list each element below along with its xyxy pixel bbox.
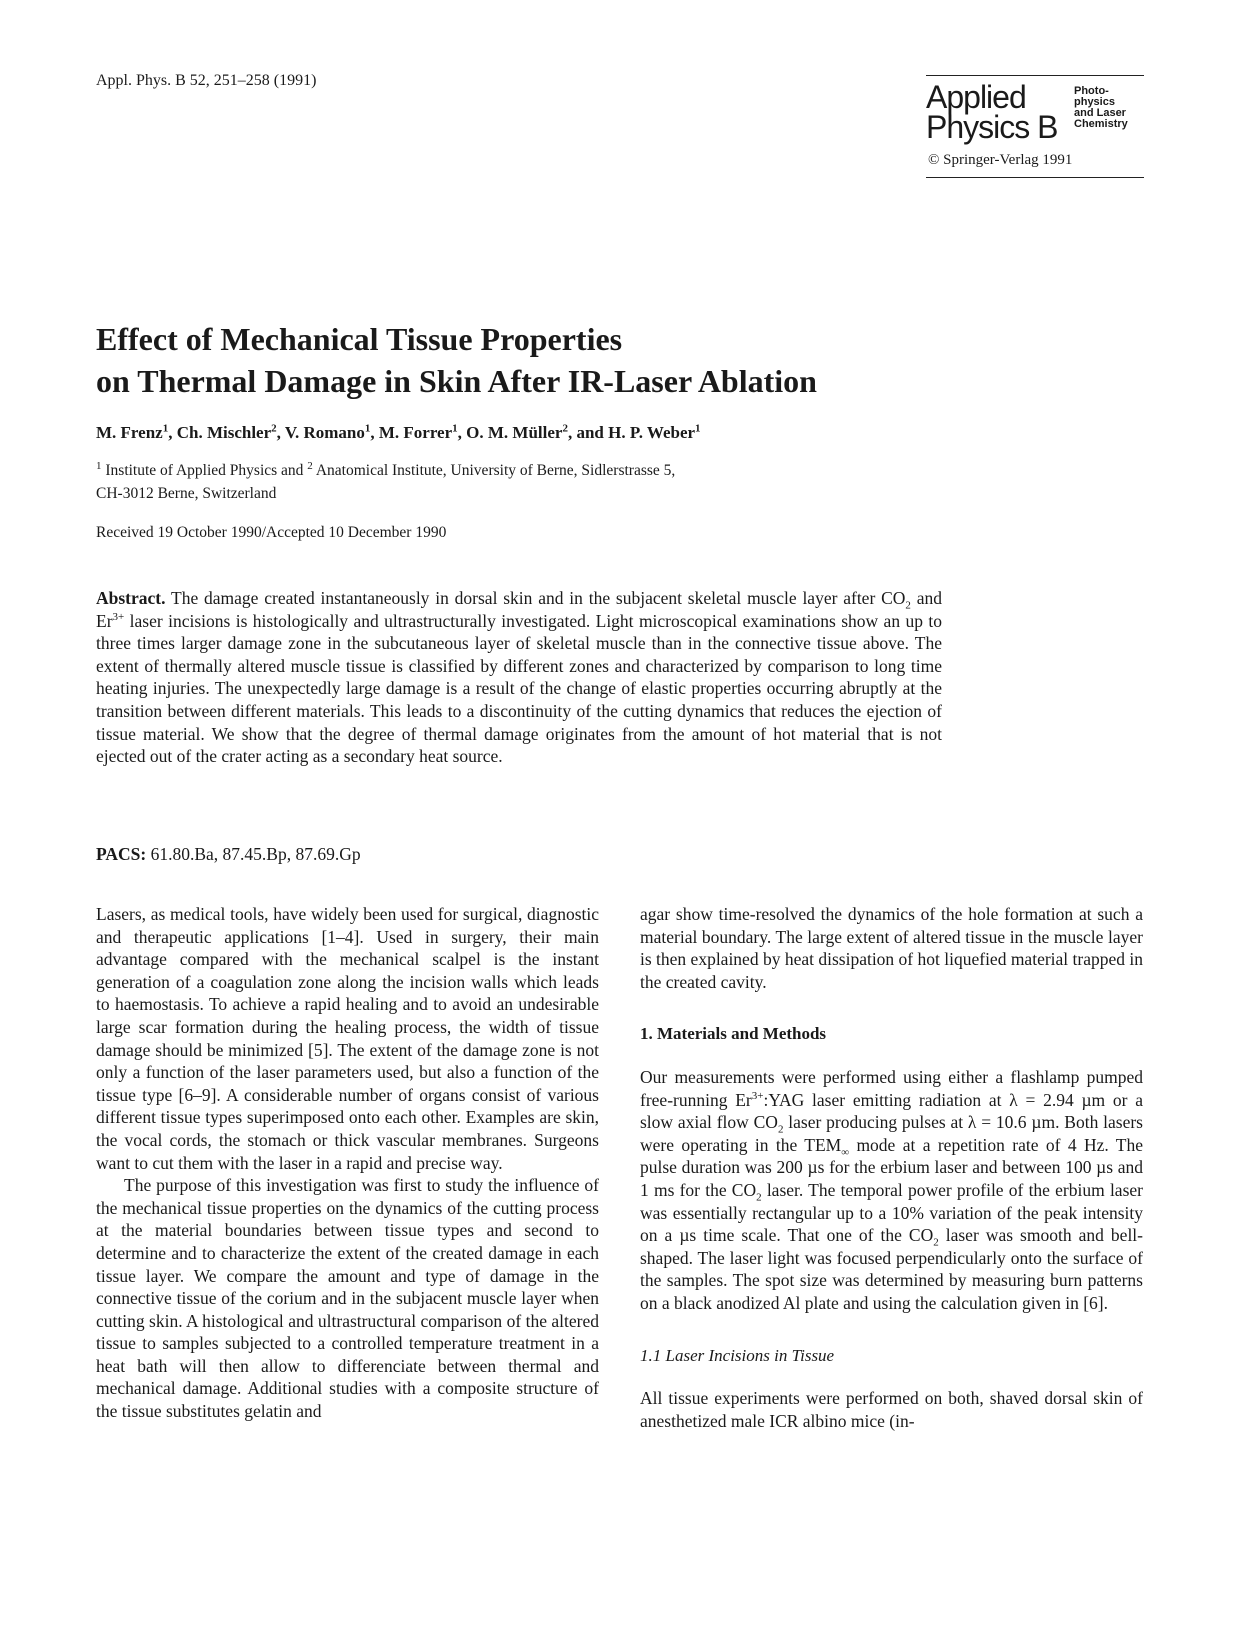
- subsection-heading: 1.1 Laser Incisions in Tissue: [640, 1345, 835, 1365]
- author-list: [96, 423, 701, 443]
- author-affiliation-mark: 1: [452, 422, 458, 435]
- logo-subtitle-line: physics: [1074, 96, 1115, 108]
- journal-citation: Appl. Phys. B 52, 251–258 (1991): [96, 72, 317, 89]
- author-affiliation-mark: 1: [695, 422, 701, 435]
- author-affiliation-mark: 2: [271, 422, 277, 435]
- body-text: mode at a repetition rate of 4 Hz. The pulse duration was 200 µs for the erbium laser and between 100 µs and 1 ms for the CO: [640, 1134, 1144, 1200]
- body-text: Our measurements were performed using either a flashlamp pumped free-running Er: [640, 1066, 1143, 1110]
- affiliation-mark: 1: [96, 459, 102, 472]
- body-text: laser was smooth and bell-shaped. The laser light was focused perpendicularly onto the surface of the samples. The spot size was determined by measuring burn patterns on a black anodized Al plate and using the calculation given in [6].: [640, 1225, 1143, 1313]
- abstract-text: The damage created instantaneously in dorsal skin and in the subjacent skeletal muscle layer after CO: [171, 588, 906, 608]
- abstract-label: Abstract.: [96, 588, 166, 608]
- body-text: laser producing pulses at λ = 10.6 µm. Both lasers were operating in the TEM: [640, 1112, 1143, 1155]
- author-separator: ,: [457, 423, 467, 442]
- logo-bottom-rule: [926, 177, 1144, 178]
- author-affiliation-mark: 2: [562, 422, 568, 435]
- received-dates: Received 19 October 1990/Accepted 10 December 1990: [96, 524, 447, 541]
- author-name: M. Forrer: [378, 423, 453, 442]
- abstract: [96, 587, 942, 768]
- affiliation-text: Anatomical Institute, University of Berne, Sidlerstrasse 5,: [315, 462, 676, 479]
- abstract-text: and Er: [96, 588, 942, 631]
- author-name: V. Romano: [284, 423, 365, 442]
- body-paragraph: The purpose of this investigation was first to study the influence of the mechanical tissue properties on the dynamics of the cutting process at the material boundaries between tissue types and second to determine and to characterize the extent of the created damage in each tissue layer. We compare the amount and type of damage in the connective tissue of the corium and in the subjacent muscle layer when cutting skin. A histological and ultrastructural comparison of the altered tissue to samples subjected to a controlled temperature treatment in a heat bath will then allow to differenciate between thermal and mechanical damage. Additional studies with a composite structure of the tissue substitutes gelatin and: [96, 1175, 599, 1422]
- title-line-2: on Thermal Damage in Skin After IR-Laser Ablation: [96, 363, 817, 399]
- logo-line-2: Physics B: [926, 109, 1058, 145]
- subscript: 2: [756, 1191, 762, 1204]
- affiliation-address: CH-3012 Berne, Switzerland: [96, 485, 277, 502]
- author-separator: ,: [370, 423, 379, 442]
- logo-subtitle: [1074, 86, 1128, 130]
- author-affiliation-mark: 1: [162, 422, 169, 435]
- affiliation-text: Institute of Applied Physics and: [105, 462, 304, 479]
- body-paragraph: [640, 1066, 1143, 1315]
- author-separator: ,: [168, 423, 177, 442]
- abstract-superscript: 3+: [112, 610, 125, 623]
- pacs-label: PACS:: [96, 844, 147, 864]
- body-paragraph: All tissue experiments were performed on both, shaved dorsal skin of anesthetized male ICR albino mice (in-: [640, 1388, 1143, 1431]
- body-text: :YAG laser emitting radiation at λ = 2.94 µm or a slow axial flow CO: [640, 1089, 1143, 1133]
- affiliations: [96, 459, 856, 505]
- abstract-subscript: 2: [905, 599, 911, 612]
- journal-logo: [926, 75, 1144, 178]
- author-name: Ch. Mischler: [176, 423, 272, 442]
- pacs-codes: [96, 844, 361, 865]
- paper-title: [96, 318, 817, 402]
- author-separator: ,: [276, 423, 285, 442]
- logo-subtitle-line: Photo-: [1074, 85, 1109, 97]
- copyright: © Springer-Verlag 1991: [928, 152, 1073, 168]
- title-line-1: Effect of Mechanical Tissue Properties: [96, 321, 623, 357]
- logo-subtitle-line: and Laser: [1074, 107, 1126, 119]
- body-text: laser. The temporal power profile of the erbium laser was essentially rectangular up to a 10% variation of the peak intensity on a µs time scale. That one of the CO: [640, 1179, 1143, 1246]
- abstract-text: laser incisions is histologically and ultrastructurally investigated. Light microscopical examinations show an up to three times larger damage zone in the subcutaneous layer of skeletal muscle than in the connective tissue above. The extent of thermally altered muscle tissue is classified by different zones and characterized by comparison to long time heating injuries. The unexpectedly large damage is a result of the change of elastic properties occurring abruptly at the transition between different materials. This leads to a discontinuity of the cutting dynamics that reduces the ejection of tissue material. We show that the degree of thermal damage originates from the amount of hot material that is not ejected out of the crater acting as a secondary heat source.: [96, 610, 942, 767]
- subscript: 2: [777, 1123, 784, 1136]
- author-affiliation-mark: 1: [364, 422, 371, 435]
- author-name: M. Frenz: [96, 423, 163, 442]
- logo-subtitle-line: Chemistry: [1074, 118, 1128, 130]
- body-paragraph: agar show time-resolved the dynamics of the hole formation at such a material boundary. The large extent of altered tissue in the muscle layer is then explained by heat dissipation of hot liquefied material trapped in the created cavity.: [640, 904, 1143, 992]
- affiliation-mark: 2: [307, 459, 313, 472]
- logo-top-rule: [926, 75, 1144, 76]
- pacs-value: 61.80.Ba, 87.45.Bp, 87.69.Gp: [150, 844, 361, 864]
- subscript: ∞: [841, 1146, 850, 1159]
- section-heading: 1. Materials and Methods: [640, 1024, 827, 1044]
- body-paragraph: Lasers, as medical tools, have widely been used for surgical, diagnostic and therapeutic applications [1–4]. Used in surgery, their main advantage compared with the mechanical scalpel is the instant generation of a coagulation zone along the incision walls which leads to haemostasis. To achieve a rapid healing and to avoid an undesirable large scar formation during the healing process, the width of tissue damage should be minimized [5]. The extent of the damage zone is not only a function of the laser parameters used, but also a function of the tissue type [6–9]. A considerable number of organs consist of various different tissue types superimposed onto each other. Examples are skin, the vocal cords, the stomach or thick vascular membranes. Surgeons want to cut them with the laser in a rapid and precise way.: [96, 904, 599, 1173]
- right-column: [640, 903, 1143, 1432]
- author-name: H. P. Weber: [608, 423, 696, 442]
- author-separator: , and: [567, 423, 609, 442]
- left-column: [96, 903, 599, 1423]
- logo-wordmark: [926, 79, 1068, 145]
- superscript: 3+: [751, 1089, 764, 1102]
- subscript: 2: [933, 1236, 939, 1249]
- logo-line-1: Applied: [926, 79, 1026, 115]
- author-name: O. M. Müller: [466, 423, 563, 442]
